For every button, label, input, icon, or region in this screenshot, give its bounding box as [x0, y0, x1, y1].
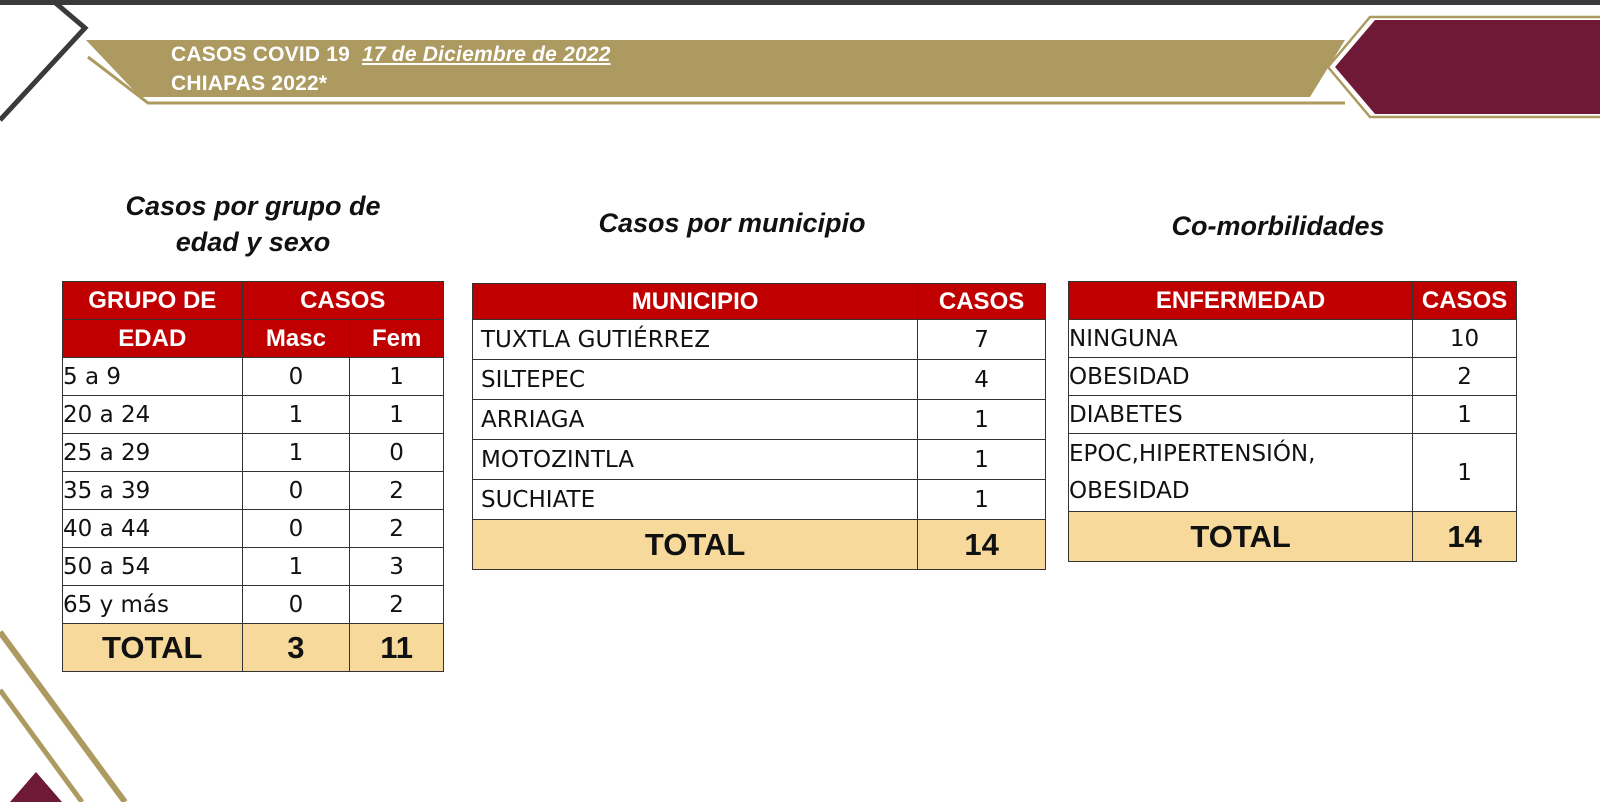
header-date: 17 de Diciembre de 2022	[362, 43, 611, 66]
total-row	[1069, 512, 1517, 562]
disease-cases: 2	[1413, 358, 1517, 396]
table-row	[63, 510, 444, 548]
comorbidities-table	[1068, 281, 1517, 562]
age-sex-table	[62, 281, 444, 672]
municipio-name: ARRIAGA	[473, 400, 918, 440]
fem-cell: 3	[350, 548, 444, 586]
table-header-row	[1069, 282, 1517, 320]
masc-cell: 1	[242, 434, 350, 472]
masc-cell: 1	[242, 396, 350, 434]
col-header-municipio: MUNICIPIO	[473, 284, 918, 320]
total-fem: 11	[350, 624, 444, 672]
disease-cases: 1	[1413, 434, 1517, 512]
fem-cell: 1	[350, 396, 444, 434]
disease-name	[1069, 434, 1413, 512]
fem-cell: 2	[350, 472, 444, 510]
header-subtitle: CHIAPAS 2022*	[171, 72, 328, 95]
total-cases: 14	[1413, 512, 1517, 562]
table-row	[63, 358, 444, 396]
fem-cell: 2	[350, 510, 444, 548]
bottom-left-maroon-triangle	[10, 772, 62, 802]
age-group-cell: 25 a 29	[63, 434, 243, 472]
table-row	[1069, 320, 1517, 358]
table-row	[63, 586, 444, 624]
total-row	[63, 624, 444, 672]
municipio-name: SILTEPEC	[473, 360, 918, 400]
table-header-row	[63, 282, 444, 320]
municipio-cases: 1	[918, 480, 1046, 520]
masc-cell: 0	[242, 358, 350, 396]
total-label: TOTAL	[1069, 512, 1413, 562]
masc-cell: 0	[242, 472, 350, 510]
municipio-cases: 4	[918, 360, 1046, 400]
table-header-row	[473, 284, 1046, 320]
table-row	[1069, 396, 1517, 434]
header-title-line	[171, 43, 611, 67]
disease-cases: 10	[1413, 320, 1517, 358]
municipio-cases: 1	[918, 440, 1046, 480]
table-row	[1069, 358, 1517, 396]
disease-name: OBESIDAD	[1069, 358, 1413, 396]
col-header-group-line1: GRUPO DE	[63, 282, 243, 320]
fem-cell: 1	[350, 358, 444, 396]
municipio-cases: 7	[918, 320, 1046, 360]
table-row	[63, 548, 444, 586]
table-row	[63, 396, 444, 434]
col-header-group-line2: EDAD	[63, 320, 243, 358]
total-label: TOTAL	[63, 624, 243, 672]
age-group-cell: 20 a 24	[63, 396, 243, 434]
table-subheader-row	[63, 320, 444, 358]
total-row	[473, 520, 1046, 570]
col-header-cases: CASOS	[1413, 282, 1517, 320]
top-dark-bar	[0, 0, 1600, 5]
col-header-fem: Fem	[350, 320, 444, 358]
table-row	[473, 320, 1046, 360]
header-title: CASOS COVID 19	[171, 43, 351, 66]
age-title-line2: edad y sexo	[175, 227, 331, 257]
municipio-name: SUCHIATE	[473, 480, 918, 520]
age-group-cell: 50 a 54	[63, 548, 243, 586]
masc-cell: 0	[242, 586, 350, 624]
fem-cell: 2	[350, 586, 444, 624]
masc-cell: 1	[242, 548, 350, 586]
age-group-cell: 40 a 44	[63, 510, 243, 548]
masc-cell: 0	[242, 510, 350, 548]
disease-name: NINGUNA	[1069, 320, 1413, 358]
table-row	[63, 472, 444, 510]
col-header-enfermedad: ENFERMEDAD	[1069, 282, 1413, 320]
disease-cases: 1	[1413, 396, 1517, 434]
comorb-section-title: Co-morbilidades	[1171, 211, 1385, 241]
age-group-cell: 65 y más	[63, 586, 243, 624]
col-header-masc: Masc	[242, 320, 350, 358]
disease-name-line2: OBESIDAD	[1069, 477, 1190, 504]
municipio-section-title: Casos por municipio	[598, 208, 866, 238]
disease-name: DIABETES	[1069, 396, 1413, 434]
table-row	[473, 480, 1046, 520]
col-header-cases: CASOS	[242, 282, 443, 320]
table-row	[473, 360, 1046, 400]
corner-chevron	[0, 0, 85, 120]
col-header-cases: CASOS	[918, 284, 1046, 320]
total-cases: 14	[918, 520, 1046, 570]
age-group-cell: 35 a 39	[63, 472, 243, 510]
municipio-name: MOTOZINTLA	[473, 440, 918, 480]
table-row	[473, 400, 1046, 440]
municipio-table	[472, 283, 1046, 570]
table-row	[1069, 434, 1517, 512]
fem-cell: 0	[350, 434, 444, 472]
total-label: TOTAL	[473, 520, 918, 570]
table-row	[63, 434, 444, 472]
disease-name-line1: EPOC,HIPERTENSIÓN,	[1069, 440, 1316, 467]
municipio-name: TUXTLA GUTIÉRREZ	[473, 320, 918, 360]
age-title-line1: Casos por grupo de	[125, 191, 381, 221]
municipio-cases: 1	[918, 400, 1046, 440]
header-maroon-tab	[1335, 20, 1600, 114]
age-group-cell: 5 a 9	[63, 358, 243, 396]
age-section-title	[62, 188, 444, 260]
table-row	[473, 440, 1046, 480]
total-masc: 3	[242, 624, 350, 672]
